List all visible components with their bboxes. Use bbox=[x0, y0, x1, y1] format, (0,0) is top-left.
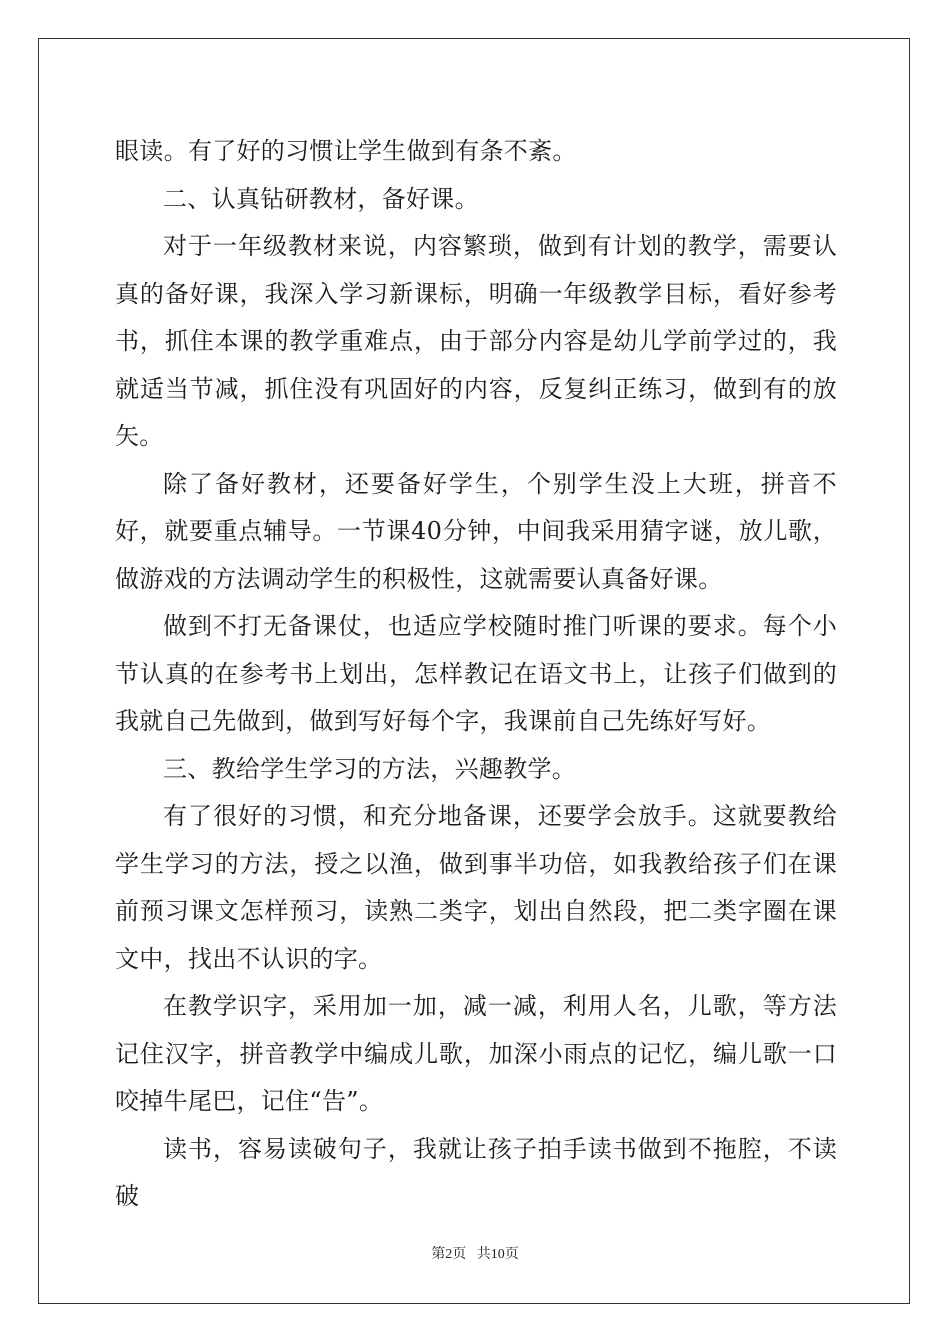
page-total: 共10页 bbox=[476, 1247, 519, 1262]
paragraph-4: 除了备好教材，还要备好学生，个别学生没上大班，拼音不好，就要重点辅导。一节课40分钟，中间我采用猜字谜，放儿歌，做游戏的方法调动学生的积极性，这就需要认真备好课。 bbox=[115, 469, 837, 593]
paragraph-3: 对于一年级教材来说，内容繁琐，做到有计划的教学，需要认真的备好课，我深入学习新课标，明确一年级教学目标，看好参考书，抓住本课的教学重难点，由于部分内容是幼儿学前学过的，我就适当节减，抓住没有巩固好的内容，反复纠正练习，做到有的放矢。 bbox=[115, 232, 837, 450]
paragraph-1: 眼读。有了好的习惯让学生做到有条不紊。 bbox=[115, 137, 577, 165]
paragraph-7: 有了很好的习惯，和充分地备课，还要学会放手。这就要教给学生学习的方法，授之以渔，做到事半功倍，如我教给孩子们在课前预习课文怎样预习，读熟二类字，划出自然段，把二类字圈在课文中，找出不认识的字。 bbox=[115, 802, 837, 973]
paragraph-9: 读书，容易读破句子，我就让孩子拍手读书做到不拖腔，不读破 bbox=[115, 1134, 837, 1210]
paragraph-8: 在教学识字，采用加一加，减一减，利用人名，儿歌，等方法记住汉字，拼音教学中编成儿歌，加深小雨点的记忆，编儿歌一口咬掉牛尾巴，记住“告”。 bbox=[115, 992, 837, 1115]
section-heading-2: 二、认真钻研教材，备好课。 bbox=[163, 184, 479, 213]
section-heading-3: 三、教给学生学习的方法，兴趣教学。 bbox=[163, 754, 577, 783]
page-footer bbox=[0, 1245, 950, 1265]
page-number: 第2页 bbox=[431, 1247, 467, 1262]
paragraph-5: 做到不打无备课仗，也适应学校随时推门听课的要求。每个小节认真的在参考书上划出，怎样教记在语文书上，让孩子们做到的我就自己先做到，做到写好每个字，我课前自己先练好写好。 bbox=[115, 612, 837, 735]
document-body bbox=[115, 128, 837, 1221]
